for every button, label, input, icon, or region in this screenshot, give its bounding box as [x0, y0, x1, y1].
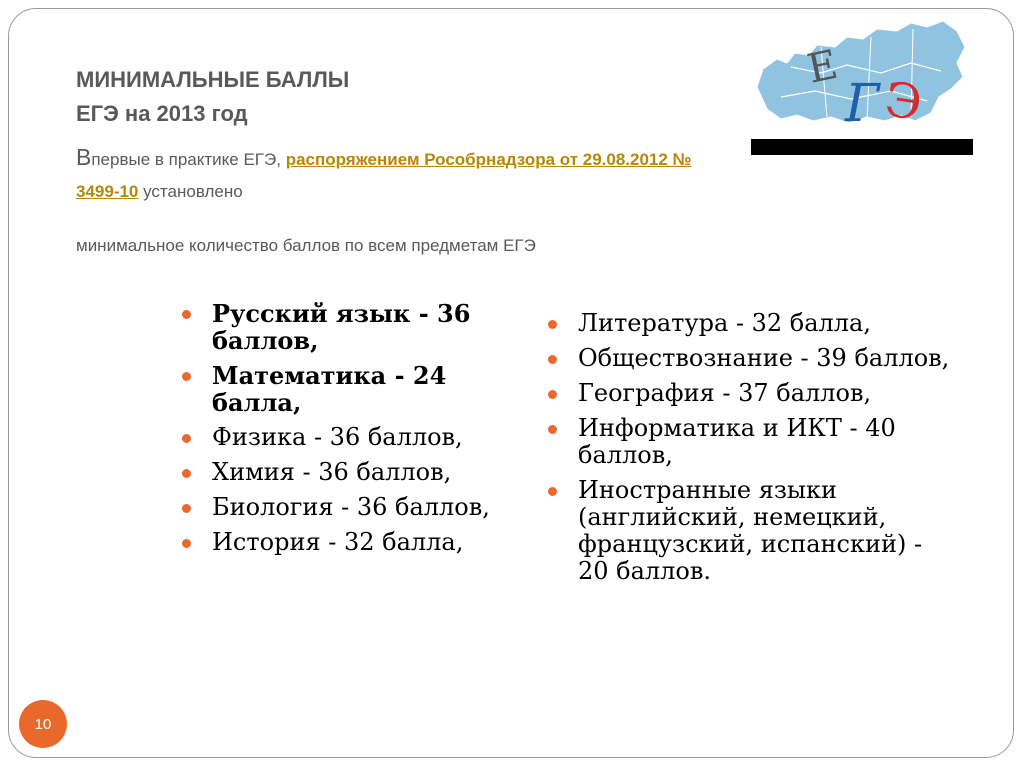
list-item-text: Обществознание - 39 баллов,	[578, 344, 950, 372]
decree-link[interactable]: распоряжением Рособрнадзора от 29.08.2012 № 3499-10	[76, 150, 692, 201]
list-item-text: Математика - 24 балла,	[212, 361, 447, 417]
bullet-dot-icon	[182, 310, 191, 319]
list-item	[182, 494, 512, 521]
subjects-right-list	[548, 310, 958, 593]
bullet-dot-icon	[548, 355, 557, 364]
list-item-text: Химия - 36 баллов,	[212, 458, 452, 486]
list-item	[182, 529, 512, 556]
ege-logo	[751, 17, 973, 155]
russia-map-icon	[751, 17, 973, 139]
bullet-dot-icon	[182, 469, 191, 478]
list-item-text: Информатика и ИКТ - 40 баллов,	[578, 414, 896, 469]
logo-letter-3: Э	[881, 71, 926, 132]
bullet-dot-icon	[182, 504, 191, 513]
logo-letter-1: Е	[803, 41, 842, 93]
title-line-2: ЕГЭ на 2013 год	[76, 101, 248, 126]
intro-text-2: установлено	[143, 182, 243, 201]
bullet-dot-icon	[548, 487, 557, 496]
list-item-text: Физика - 36 баллов,	[212, 423, 463, 451]
subjects-left-list	[182, 300, 512, 564]
list-item-text: Иностранные языки (английский, немецкий, французский, испанский) - 20 баллов.	[578, 476, 923, 585]
list-item	[548, 310, 958, 337]
intro-drop-cap: В	[76, 144, 92, 170]
list-item-text: Биология - 36 баллов,	[212, 493, 490, 521]
slide-number-badge: 10	[19, 700, 67, 748]
list-item	[548, 380, 958, 407]
list-item	[182, 300, 512, 354]
intro-text-1: первые в практике ЕГЭ,	[91, 150, 281, 169]
slide-title	[76, 63, 349, 131]
list-item	[548, 345, 958, 372]
bullet-dot-icon	[548, 320, 557, 329]
list-item	[182, 362, 512, 416]
list-item	[548, 415, 958, 469]
logo-bar	[751, 139, 973, 155]
list-item-text: Русский язык - 36 баллов,	[212, 299, 471, 355]
title-line-1: МИНИМАЛЬНЫЕ БАЛЛЫ	[76, 67, 350, 92]
bullet-dot-icon	[182, 372, 191, 381]
list-item	[182, 459, 512, 486]
logo-letter-2: Г	[845, 74, 880, 134]
bullet-dot-icon	[182, 434, 191, 443]
intro-text-3: минимальное количество баллов по всем предметам ЕГЭ	[76, 236, 536, 255]
intro-paragraph-1	[76, 141, 736, 208]
list-item-text: История - 32 балла,	[212, 528, 464, 556]
list-item	[182, 424, 512, 451]
list-item-text: География - 37 баллов,	[578, 379, 872, 407]
bullet-dot-icon	[548, 425, 557, 434]
list-item	[548, 477, 958, 585]
intro-text	[76, 141, 736, 262]
list-item-text: Литература - 32 балла,	[578, 309, 871, 337]
bullet-dot-icon	[182, 539, 191, 548]
bullet-dot-icon	[548, 390, 557, 399]
